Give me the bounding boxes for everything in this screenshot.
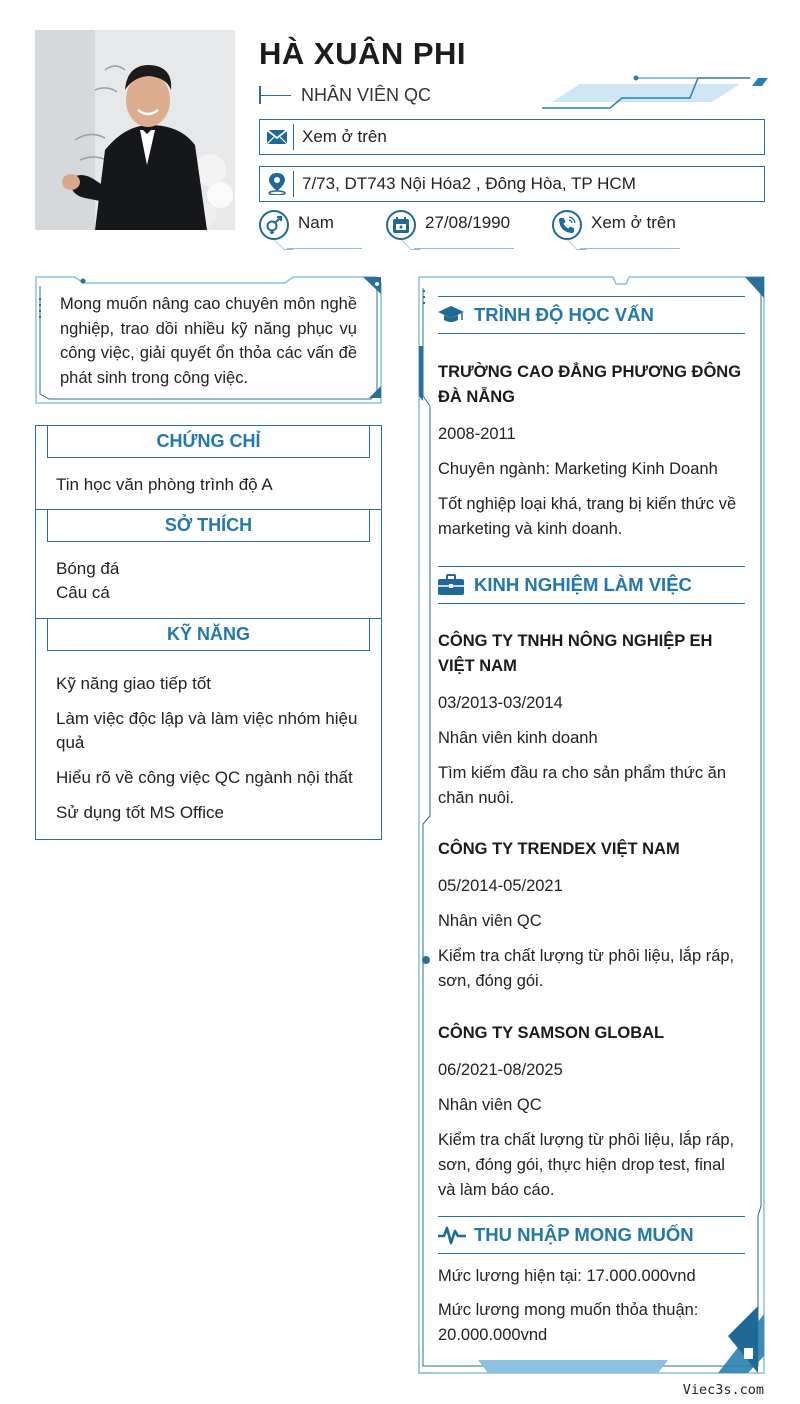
certificates-section: [35, 425, 382, 510]
pulse-icon: [438, 1223, 466, 1247]
experience-header: [438, 566, 745, 604]
hobbies-title: SỞ THÍCH: [47, 510, 370, 542]
gender-item: [259, 210, 334, 240]
footer-watermark: Viec3s.com: [682, 1382, 764, 1398]
phone-item: [552, 210, 676, 240]
job-position: Nhân viên QC: [438, 912, 542, 930]
address-row: [259, 166, 765, 202]
briefcase-icon: [438, 573, 466, 597]
current-salary: Mức lương hiện tại: 17.000.000vnd: [438, 1267, 696, 1285]
title-tick-decoration: [259, 85, 291, 105]
job-period: 05/2014-05/2021: [438, 877, 563, 895]
income-entry: [438, 1264, 745, 1348]
job-entry: [438, 629, 745, 811]
envelope-icon: [260, 124, 294, 150]
job-description: Kiểm tra chất lượng từ phôi liệu, lắp ráp, sơn, đóng gói.: [438, 947, 735, 990]
calendar-icon: [386, 210, 416, 240]
candidate-name: HÀ XUÂN PHI: [259, 36, 467, 71]
job-description: Tìm kiếm đầu ra cho sản phẩm thức ăn chăn nuôi.: [438, 764, 727, 807]
certificate-item: Tin học văn phòng trình độ A: [56, 475, 273, 494]
school-name: TRƯỜNG CAO ĐẲNG PHƯƠNG ĐÔNG ĐÀ NẴNG: [438, 363, 742, 406]
birthday-value: 27/08/1990: [425, 213, 511, 232]
birthday-item: [386, 210, 510, 240]
education-description: Tốt nghiệp loại khá, trang bị kiến thức về marketing và kinh doanh.: [438, 495, 737, 538]
expected-salary: Mức lương mong muốn thỏa thuận: 20.000.000vnd: [438, 1301, 699, 1344]
education-header: [438, 296, 745, 334]
income-title: THU NHẬP MONG MUỐN: [474, 1224, 694, 1245]
job-position: Nhân viên kinh doanh: [438, 729, 598, 747]
job-period: 03/2013-03/2014: [438, 694, 563, 712]
income-header: [438, 1216, 745, 1254]
hobbies-section: [35, 509, 382, 619]
job-title: NHÂN VIÊN QC: [301, 84, 432, 105]
job-position: Nhân viên QC: [438, 1096, 542, 1114]
company-name: CÔNG TY TRENDEX VIỆT NAM: [438, 840, 680, 858]
job-title-row: [259, 83, 431, 107]
location-pin-icon: [260, 171, 294, 197]
skill-item: Làm việc độc lập và làm việc nhóm hiệu quả: [56, 709, 358, 752]
hobby-item: Câu cá: [56, 583, 110, 602]
company-name: CÔNG TY SAMSON GLOBAL: [438, 1024, 665, 1042]
skill-item: Sử dụng tốt MS Office: [56, 803, 224, 822]
phone-value: Xem ở trên: [591, 213, 676, 232]
education-title: TRÌNH ĐỘ HỌC VẤN: [474, 304, 654, 325]
job-entry: [438, 837, 745, 994]
skill-item: Hiểu rõ về công việc QC ngành nội thất: [56, 768, 353, 787]
hobby-item: Bóng đá: [56, 559, 120, 578]
address-value: 7/73, DT743 Nội Hóa2 , Đông Hòa, TP HCM: [302, 174, 636, 193]
objective-text: Mong muốn nâng cao chuyên môn nghề nghiệp, trao dồi nhiều kỹ năng phục vụ công việc, giải quyết ổn thỏa các vấn đề phát sinh trong công việc.: [60, 295, 357, 387]
company-name: CÔNG TY TNHH NÔNG NGHIỆP EH VIỆT NAM: [438, 632, 713, 675]
certificates-title: CHỨNG CHỈ: [47, 426, 370, 458]
email-row: [259, 119, 765, 155]
profile-photo: [35, 30, 235, 230]
gender-icon: [259, 210, 289, 240]
graduation-cap-icon: [438, 303, 466, 327]
email-value: Xem ở trên: [302, 127, 387, 146]
education-entry: [438, 360, 745, 542]
skills-section: [35, 618, 382, 840]
phone-icon: [552, 210, 582, 240]
skill-item: Kỹ năng giao tiếp tốt: [56, 674, 212, 693]
job-entry: [438, 1021, 745, 1203]
job-description: Kiểm tra chất lượng từ phôi liệu, lắp ráp, sơn, đóng gói, thực hiện drop test, final và làm báo cáo.: [438, 1131, 735, 1199]
gender-value: Nam: [298, 213, 334, 232]
experience-title: KINH NGHIỆM LÀM VIỆC: [474, 574, 692, 595]
education-major: Chuyên ngành: Marketing Kinh Doanh: [438, 460, 718, 478]
career-objective-box: [35, 276, 382, 404]
skills-title: KỸ NĂNG: [47, 619, 370, 651]
header-tech-decoration: [540, 74, 770, 114]
education-period: 2008-2011: [438, 425, 516, 443]
job-period: 06/2021-08/2025: [438, 1061, 563, 1079]
